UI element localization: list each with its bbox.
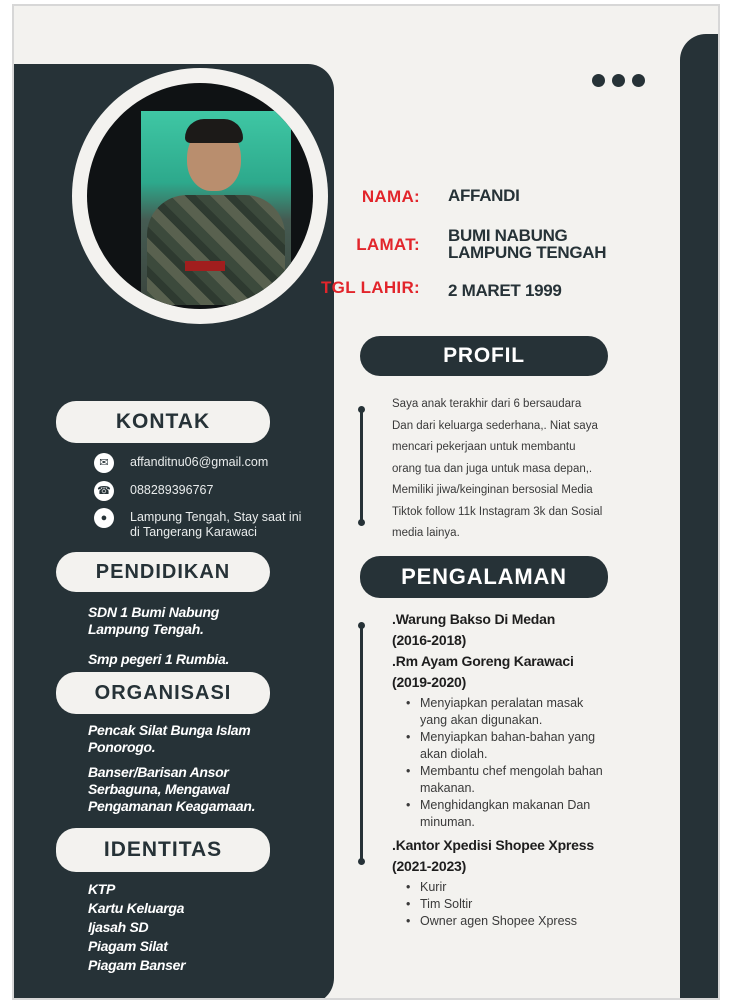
dob-value: 2 MARET 1999 [448,281,562,300]
mail-icon: ✉ [94,453,114,473]
photo-hair [185,119,243,143]
location-pin-icon: ● [94,508,114,528]
job-title: .Warung Bakso Di Medan [392,611,556,627]
name-label: NAMA: [361,187,420,206]
resume-page [12,4,720,1000]
timeline-dot [358,406,365,413]
job-title: .Rm Ayam Goreng Karawaci [392,653,574,669]
contact-phone [94,481,213,501]
profil-line: mencari pekerjaan untuk membantu [392,441,576,453]
task-item: • Owner agen Shopee Xpress [392,913,672,930]
organization-item: Pencak Silat Bunga Islam [88,722,251,738]
dot-icon [612,74,625,87]
experience-list [392,609,672,934]
pengalaman-heading: PENGALAMAN [360,556,608,598]
identity-item: Piagam Silat [88,938,168,954]
task-item: • Menyiapkan bahan-bahan yang akan diolah. [392,729,672,763]
identity-item: Piagam Banser [88,957,186,973]
pengalaman-timeline [360,626,363,862]
dot-icon [632,74,645,87]
pendidikan-heading: PENDIDIKAN [56,552,270,592]
task-item: • Kurir [392,879,672,896]
name-row [300,187,520,207]
contact-address [94,508,301,540]
profil-text [392,394,642,545]
address-line-2: LAMPUNG TENGAH [448,243,607,262]
profil-line: Tiktok follow 11k Instagram 3k dan Sosial [392,505,603,518]
phone-value: 088289396767 [130,483,214,497]
education-item: Lampung Tengah. [88,621,204,637]
profil-heading: PROFIL [360,336,608,376]
job-period: (2016-2018) [392,632,467,648]
identitas-list [88,880,185,975]
identity-item: Ijasah SD [88,919,149,935]
more-options-icon [592,74,645,87]
dob-label: TGL LAHIR: [320,278,420,297]
organization-item: Pengamanan Keagamaan. [88,798,256,814]
profil-line: Memiliki jiwa/keinginan bersosial Media [392,484,593,496]
timeline-dot [358,858,365,865]
address-label: LAMAT: [356,235,420,254]
task-item: • Tim Soltir [392,896,672,913]
job-period: (2021-2023) [392,858,467,874]
profil-line: Saya anak terakhir dari 6 bersaudara [392,398,582,410]
name-value: AFFANDI [448,186,520,205]
dob-row [300,278,562,299]
dot-icon [592,74,605,87]
address-line-1: BUMI NABUNG [448,226,568,245]
phone-icon: ☎ [94,481,114,501]
job-tasks [392,879,672,930]
identity-item: Kartu Keluarga [88,900,185,916]
address-row [300,227,606,261]
task-item: • Menyiapkan peralatan masak yang akan digunakan. [392,695,672,729]
job-period: (2019-2020) [392,674,467,690]
profil-timeline [360,410,363,522]
contact-email [94,453,268,473]
photo-uniform [147,195,285,305]
timeline-dot [358,519,365,526]
address-value [448,227,606,261]
education-item: Smp pegeri 1 Rumbia. [88,651,230,667]
profile-photo [87,83,313,309]
kontak-heading: KONTAK [56,401,270,443]
identitas-heading: IDENTITAS [56,828,270,872]
timeline-dot [358,622,365,629]
organization-item: Ponorogo. [88,739,156,755]
job-title: .Kantor Xpedisi Shopee Xpress [392,837,594,853]
address-value: Lampung Tengah, Stay saat ini di Tangerang Karawaci [130,510,302,539]
email-value: affanditnu06@gmail.com [130,455,269,469]
pendidikan-list [88,604,229,668]
task-item: • Membantu chef mengolah bahan makanan. [392,763,672,797]
profil-line: orang tua dan juga untuk masa depan,. [392,462,593,475]
photo-badge [185,261,225,271]
organization-item: Serbaguna, Mengawal [88,781,230,797]
photo-image [141,111,291,299]
profil-line: media lainya. [392,527,460,539]
job-tasks [392,695,672,831]
organization-item: Banser/Barisan Ansor [88,764,229,780]
profil-line: Dan dari keluarga sederhana,. Niat saya [392,419,598,432]
organisasi-list [88,722,255,815]
education-item: SDN 1 Bumi Nabung [88,604,220,620]
task-item: • Menghidangkan makanan Dan minuman. [392,797,672,831]
identity-item: KTP [88,881,116,897]
organisasi-heading: ORGANISASI [56,672,270,714]
right-dark-strip [680,34,720,1000]
